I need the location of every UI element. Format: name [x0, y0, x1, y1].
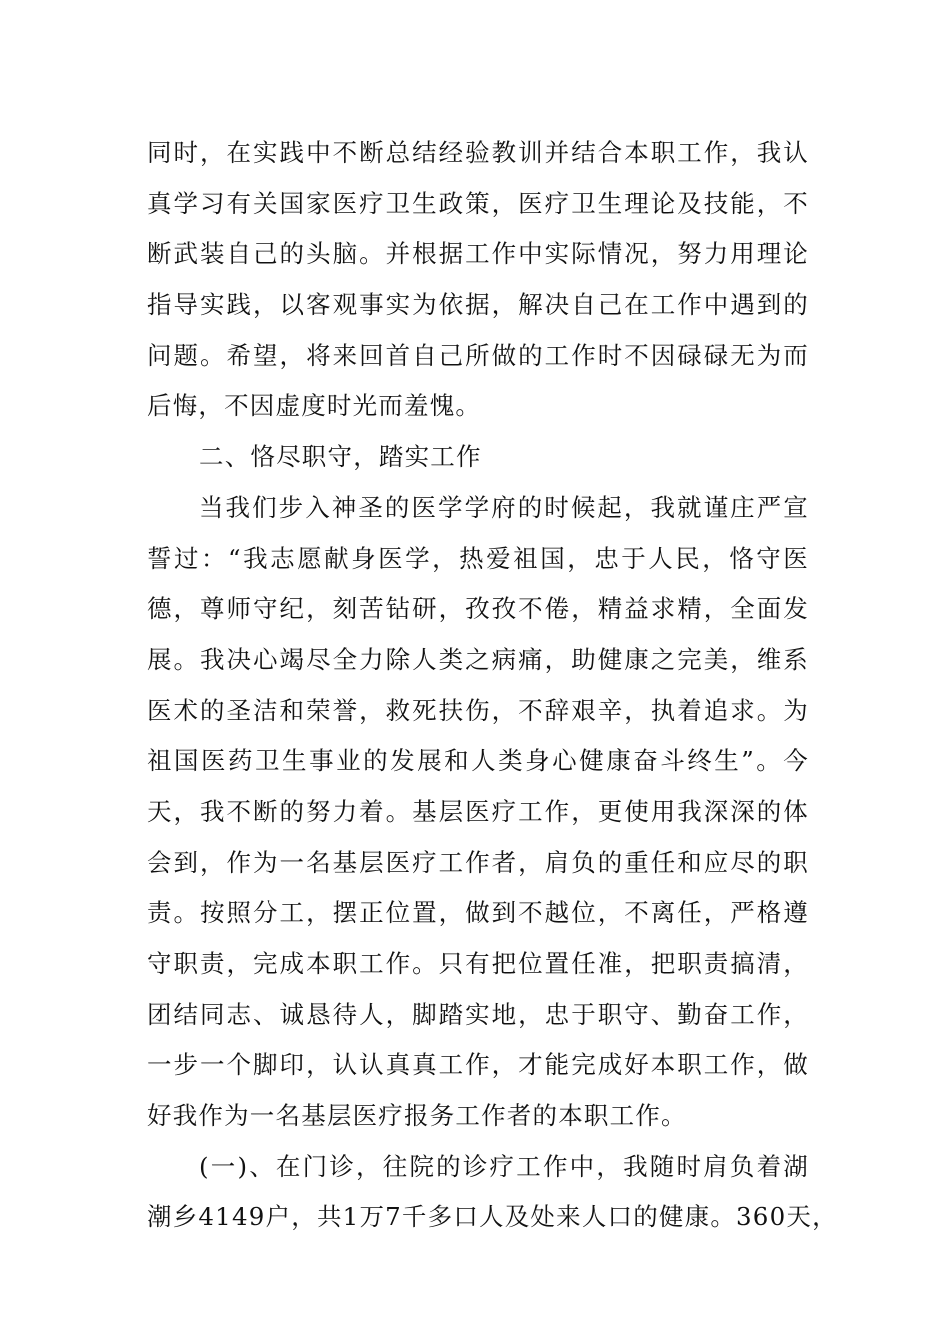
text-line: 当我们步入神圣的医学学府的时候起，我就谨庄严宣	[199, 492, 809, 522]
text-line: 誓过：“我志愿献身医学，热爱祖国，忠于人民，恪守医	[147, 543, 809, 573]
text-line: 会到，作为一名基层医疗工作者，肩负的重任和应尽的职	[147, 847, 809, 877]
text-line: 团结同志、诚恳待人，脚踏实地，忠于职守、勤奋工作，	[147, 999, 809, 1029]
text-line: 祖国医药卫生事业的发展和人类身心健康奋斗终生”。今	[147, 746, 809, 776]
text-line: (一)、在门诊，往院的诊疗工作中，我随时肩负着湖	[199, 1151, 809, 1181]
document-body	[147, 128, 838, 1243]
text-line: 真学习有关国家医疗卫生政策，医疗卫生理论及技能，不	[147, 188, 809, 218]
text-line: 好我作为一名基层医疗报务工作者的本职工作。	[147, 1101, 687, 1131]
text-line: 展。我决心竭尽全力除人类之病痛，助健康之完美，维系	[147, 644, 809, 674]
text-line: 责。按照分工，摆正位置，做到不越位，不离任，严格遵	[147, 898, 809, 928]
text-line: 指导实践，以客观事实为依据，解决自己在工作中遇到的	[147, 290, 809, 320]
text-line: 一步一个脚印，认认真真工作，才能完成好本职工作，做	[147, 1050, 809, 1080]
text-line: 同时，在实践中不断总结经验教训并结合本职工作，我认	[147, 138, 809, 167]
text-line: 后悔，不因虚度时光而羞愧。	[147, 391, 482, 421]
text-line: 二、恪尽职守，踏实工作	[199, 442, 482, 472]
text-line: 德，尊师守纪，刻苦钻研，孜孜不倦，精益求精，全面发	[147, 594, 809, 624]
text-line: 潮乡4149户，共1万7千多口人及处来人口的健康。360天，	[147, 1202, 838, 1232]
text-line: 问题。希望，将来回首自己所做的工作时不因碌碌无为而	[147, 340, 809, 370]
text-line: 医术的圣洁和荣誉，救死扶伤，不辞艰辛，执着追求。为	[147, 695, 809, 725]
text-line: 天，我不断的努力着。基层医疗工作，更使用我深深的体	[147, 796, 809, 826]
text-line: 守职责，完成本职工作。只有把位置任准，把职责搞清，	[147, 949, 809, 978]
text-line: 断武装自己的头脑。并根据工作中实际情况，努力用理论	[147, 239, 809, 269]
